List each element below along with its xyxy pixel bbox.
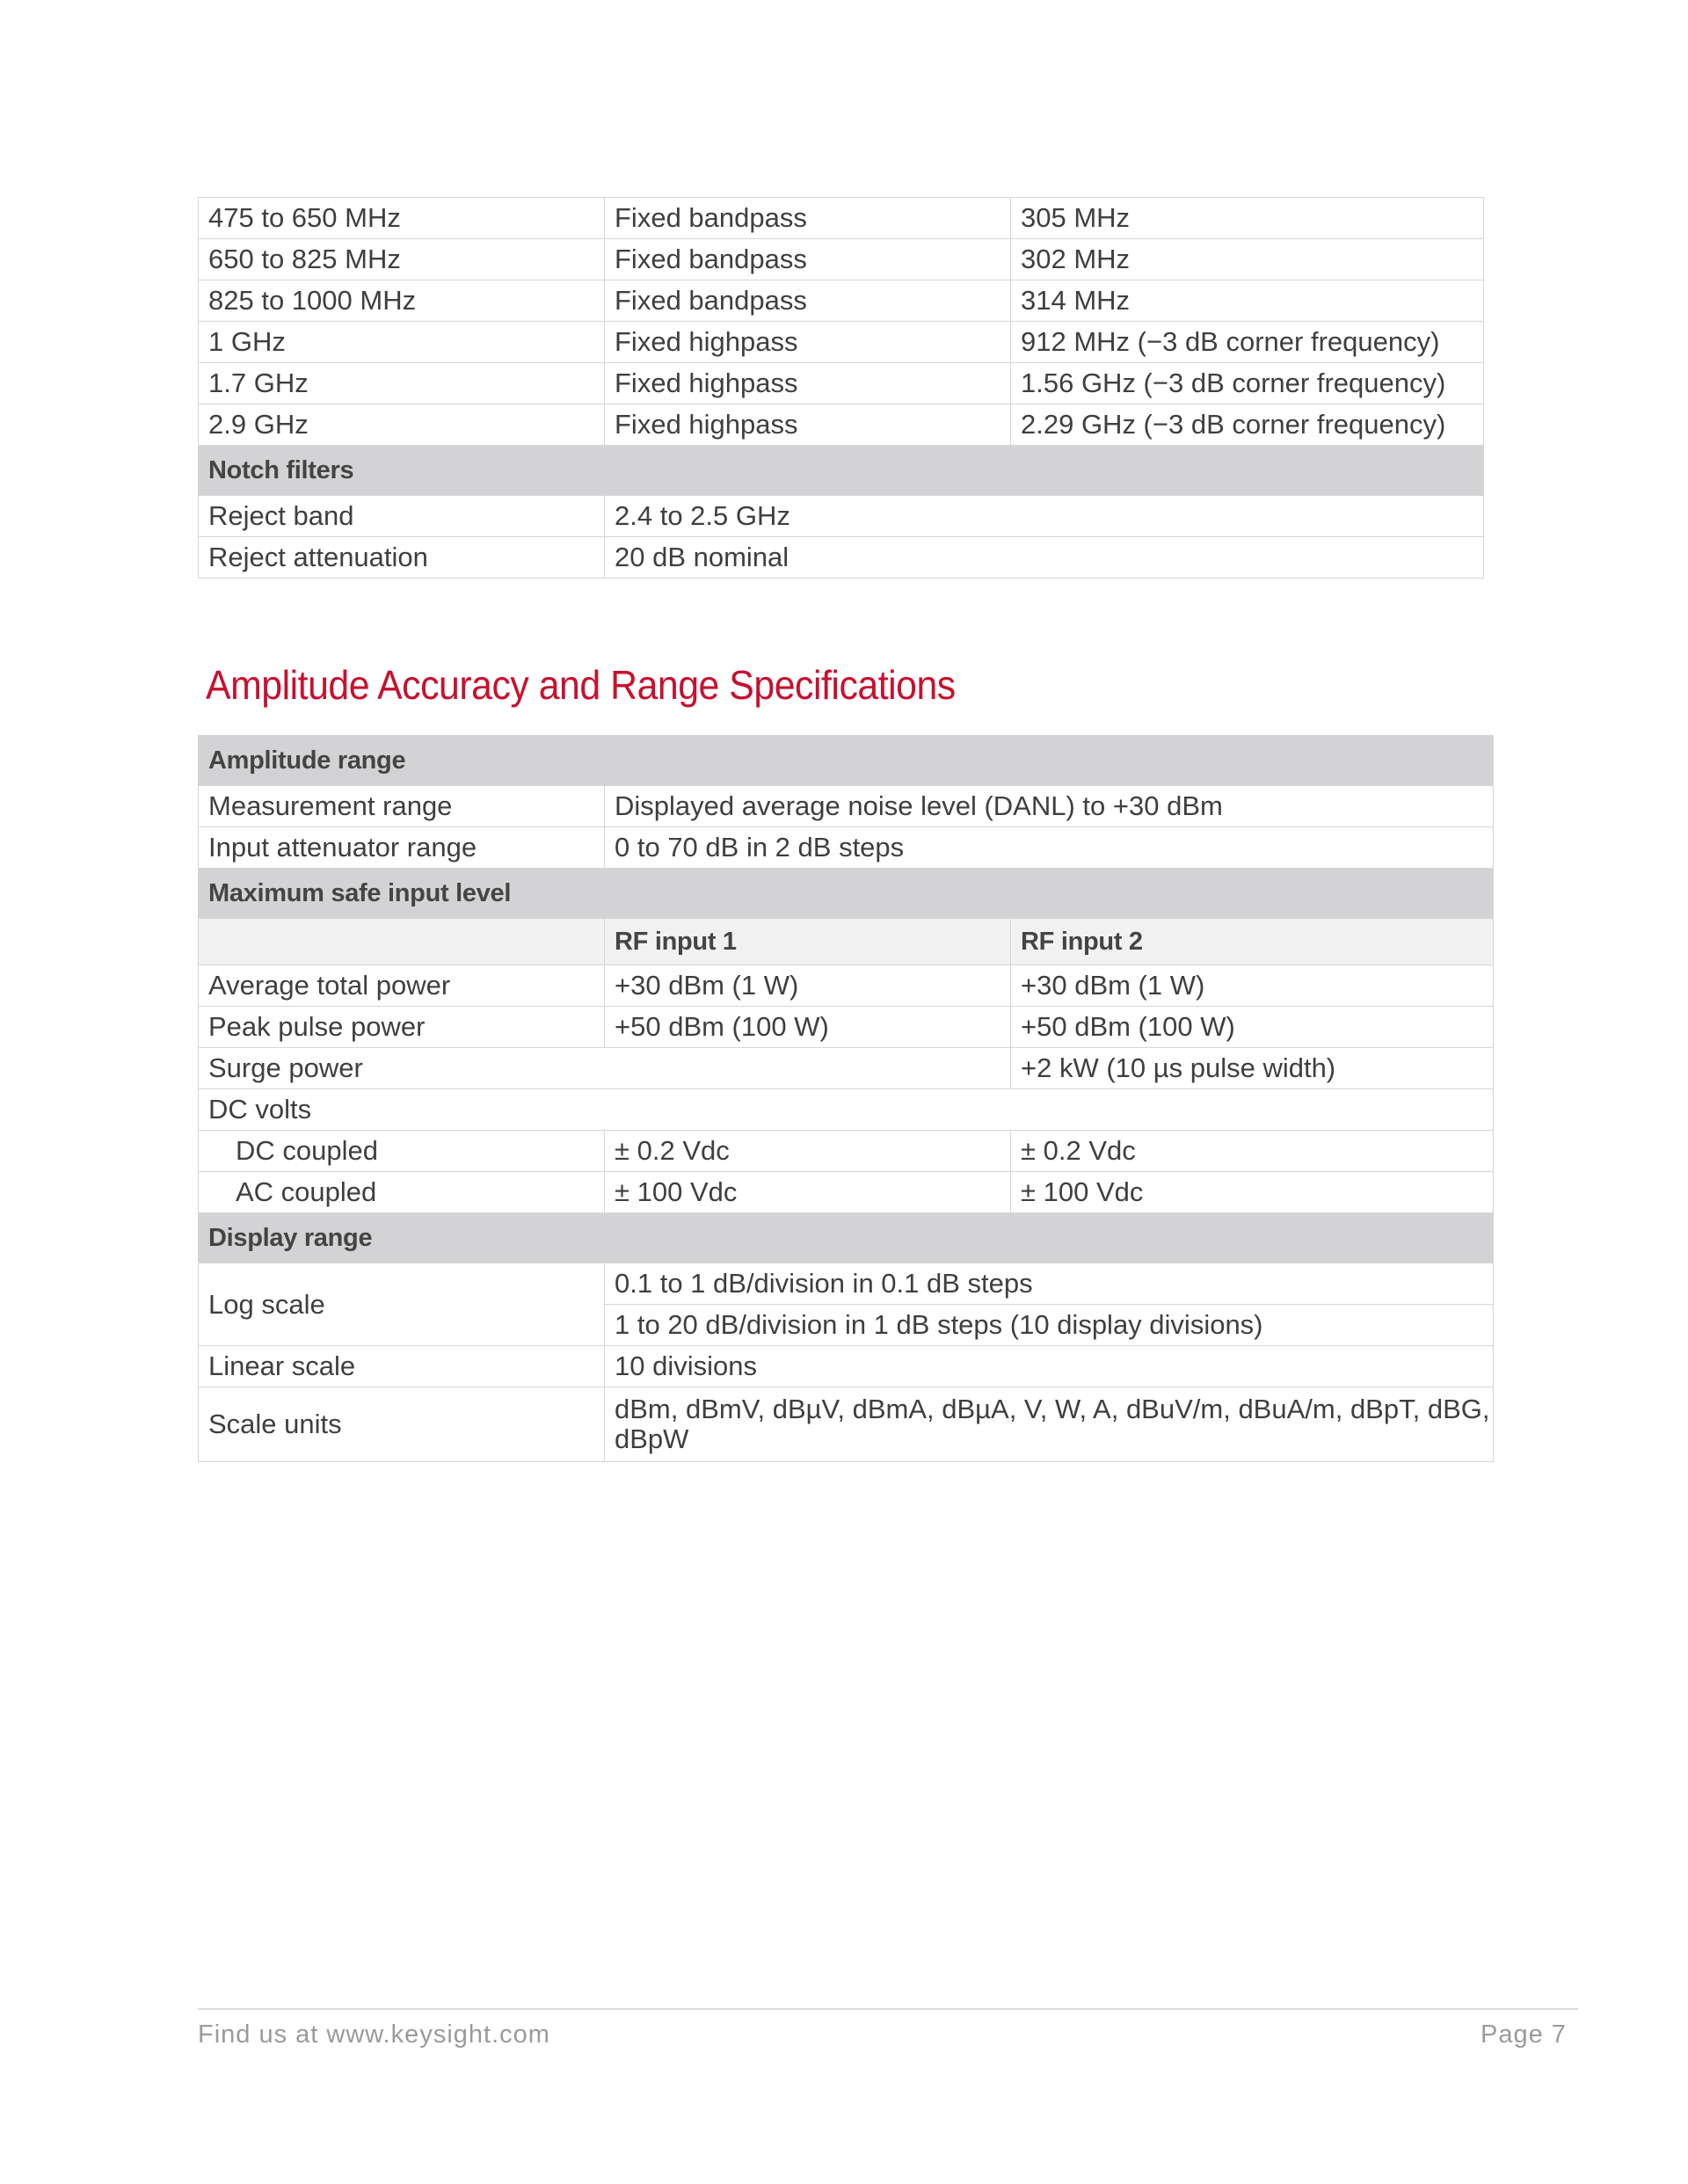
column-header-rf-input-2: RF input 2 <box>1011 919 1494 965</box>
column-header-row <box>199 919 1494 965</box>
footer-divider <box>198 2008 1578 2010</box>
table-row: 2.9 GHz Fixed highpass 2.29 GHz (−3 dB corner frequency) <box>199 404 1484 446</box>
table-row: Average total power +30 dBm (1 W) +30 dBm (1 W) <box>199 965 1494 1007</box>
table-row: Surge power +2 kW (10 µs pulse width) <box>199 1048 1494 1089</box>
table-row: DC volts <box>199 1089 1494 1131</box>
table-row: AC coupled ± 100 Vdc ± 100 Vdc <box>199 1172 1494 1213</box>
filters-table <box>198 197 1484 579</box>
table-row: Linear scale 10 divisions <box>199 1346 1494 1387</box>
table-row: Scale units dBm, dBmV, dBµV, dBmA, dBµA, V, W, A, dBuV/m, dBuA/m, dBpT, dBG, dBpW <box>199 1387 1494 1462</box>
section-header-max-safe-input: Maximum safe input level <box>199 869 1494 919</box>
amplitude-table <box>198 735 1494 1462</box>
table-row: 475 to 650 MHz Fixed bandpass 305 MHz <box>199 198 1484 239</box>
section-header-notch-filters: Notch filters <box>199 446 1484 496</box>
column-header-rf-input-1: RF input 1 <box>605 919 1011 965</box>
section-title: Amplitude Accuracy and Range Specifications <box>206 662 956 708</box>
table-row: Log scale 0.1 to 1 dB/division in 0.1 dB steps <box>199 1263 1494 1305</box>
table-row: Reject attenuation 20 dB nominal <box>199 537 1484 579</box>
table-row: Input attenuator range 0 to 70 dB in 2 dB steps <box>199 827 1494 869</box>
footer-link-text: Find us at www.keysight.com <box>198 2020 550 2049</box>
table-row: Reject band 2.4 to 2.5 GHz <box>199 496 1484 537</box>
table-row: 1 to 20 dB/division in 1 dB steps (10 display divisions) <box>199 1305 1494 1346</box>
table-row: 1.7 GHz Fixed highpass 1.56 GHz (−3 dB corner frequency) <box>199 363 1484 404</box>
section-header-amplitude-range: Amplitude range <box>199 736 1494 786</box>
table-row: DC coupled ± 0.2 Vdc ± 0.2 Vdc <box>199 1131 1494 1172</box>
table-row: 825 to 1000 MHz Fixed bandpass 314 MHz <box>199 280 1484 322</box>
table-row: 1 GHz Fixed highpass 912 MHz (−3 dB corner frequency) <box>199 322 1484 363</box>
page-number: Page 7 <box>1481 2020 1567 2049</box>
section-header-display-range: Display range <box>199 1213 1494 1263</box>
table-row: 650 to 825 MHz Fixed bandpass 302 MHz <box>199 239 1484 280</box>
table-row: Peak pulse power +50 dBm (100 W) +50 dBm (100 W) <box>199 1007 1494 1048</box>
table-row: Measurement range Displayed average noise level (DANL) to +30 dBm <box>199 786 1494 827</box>
